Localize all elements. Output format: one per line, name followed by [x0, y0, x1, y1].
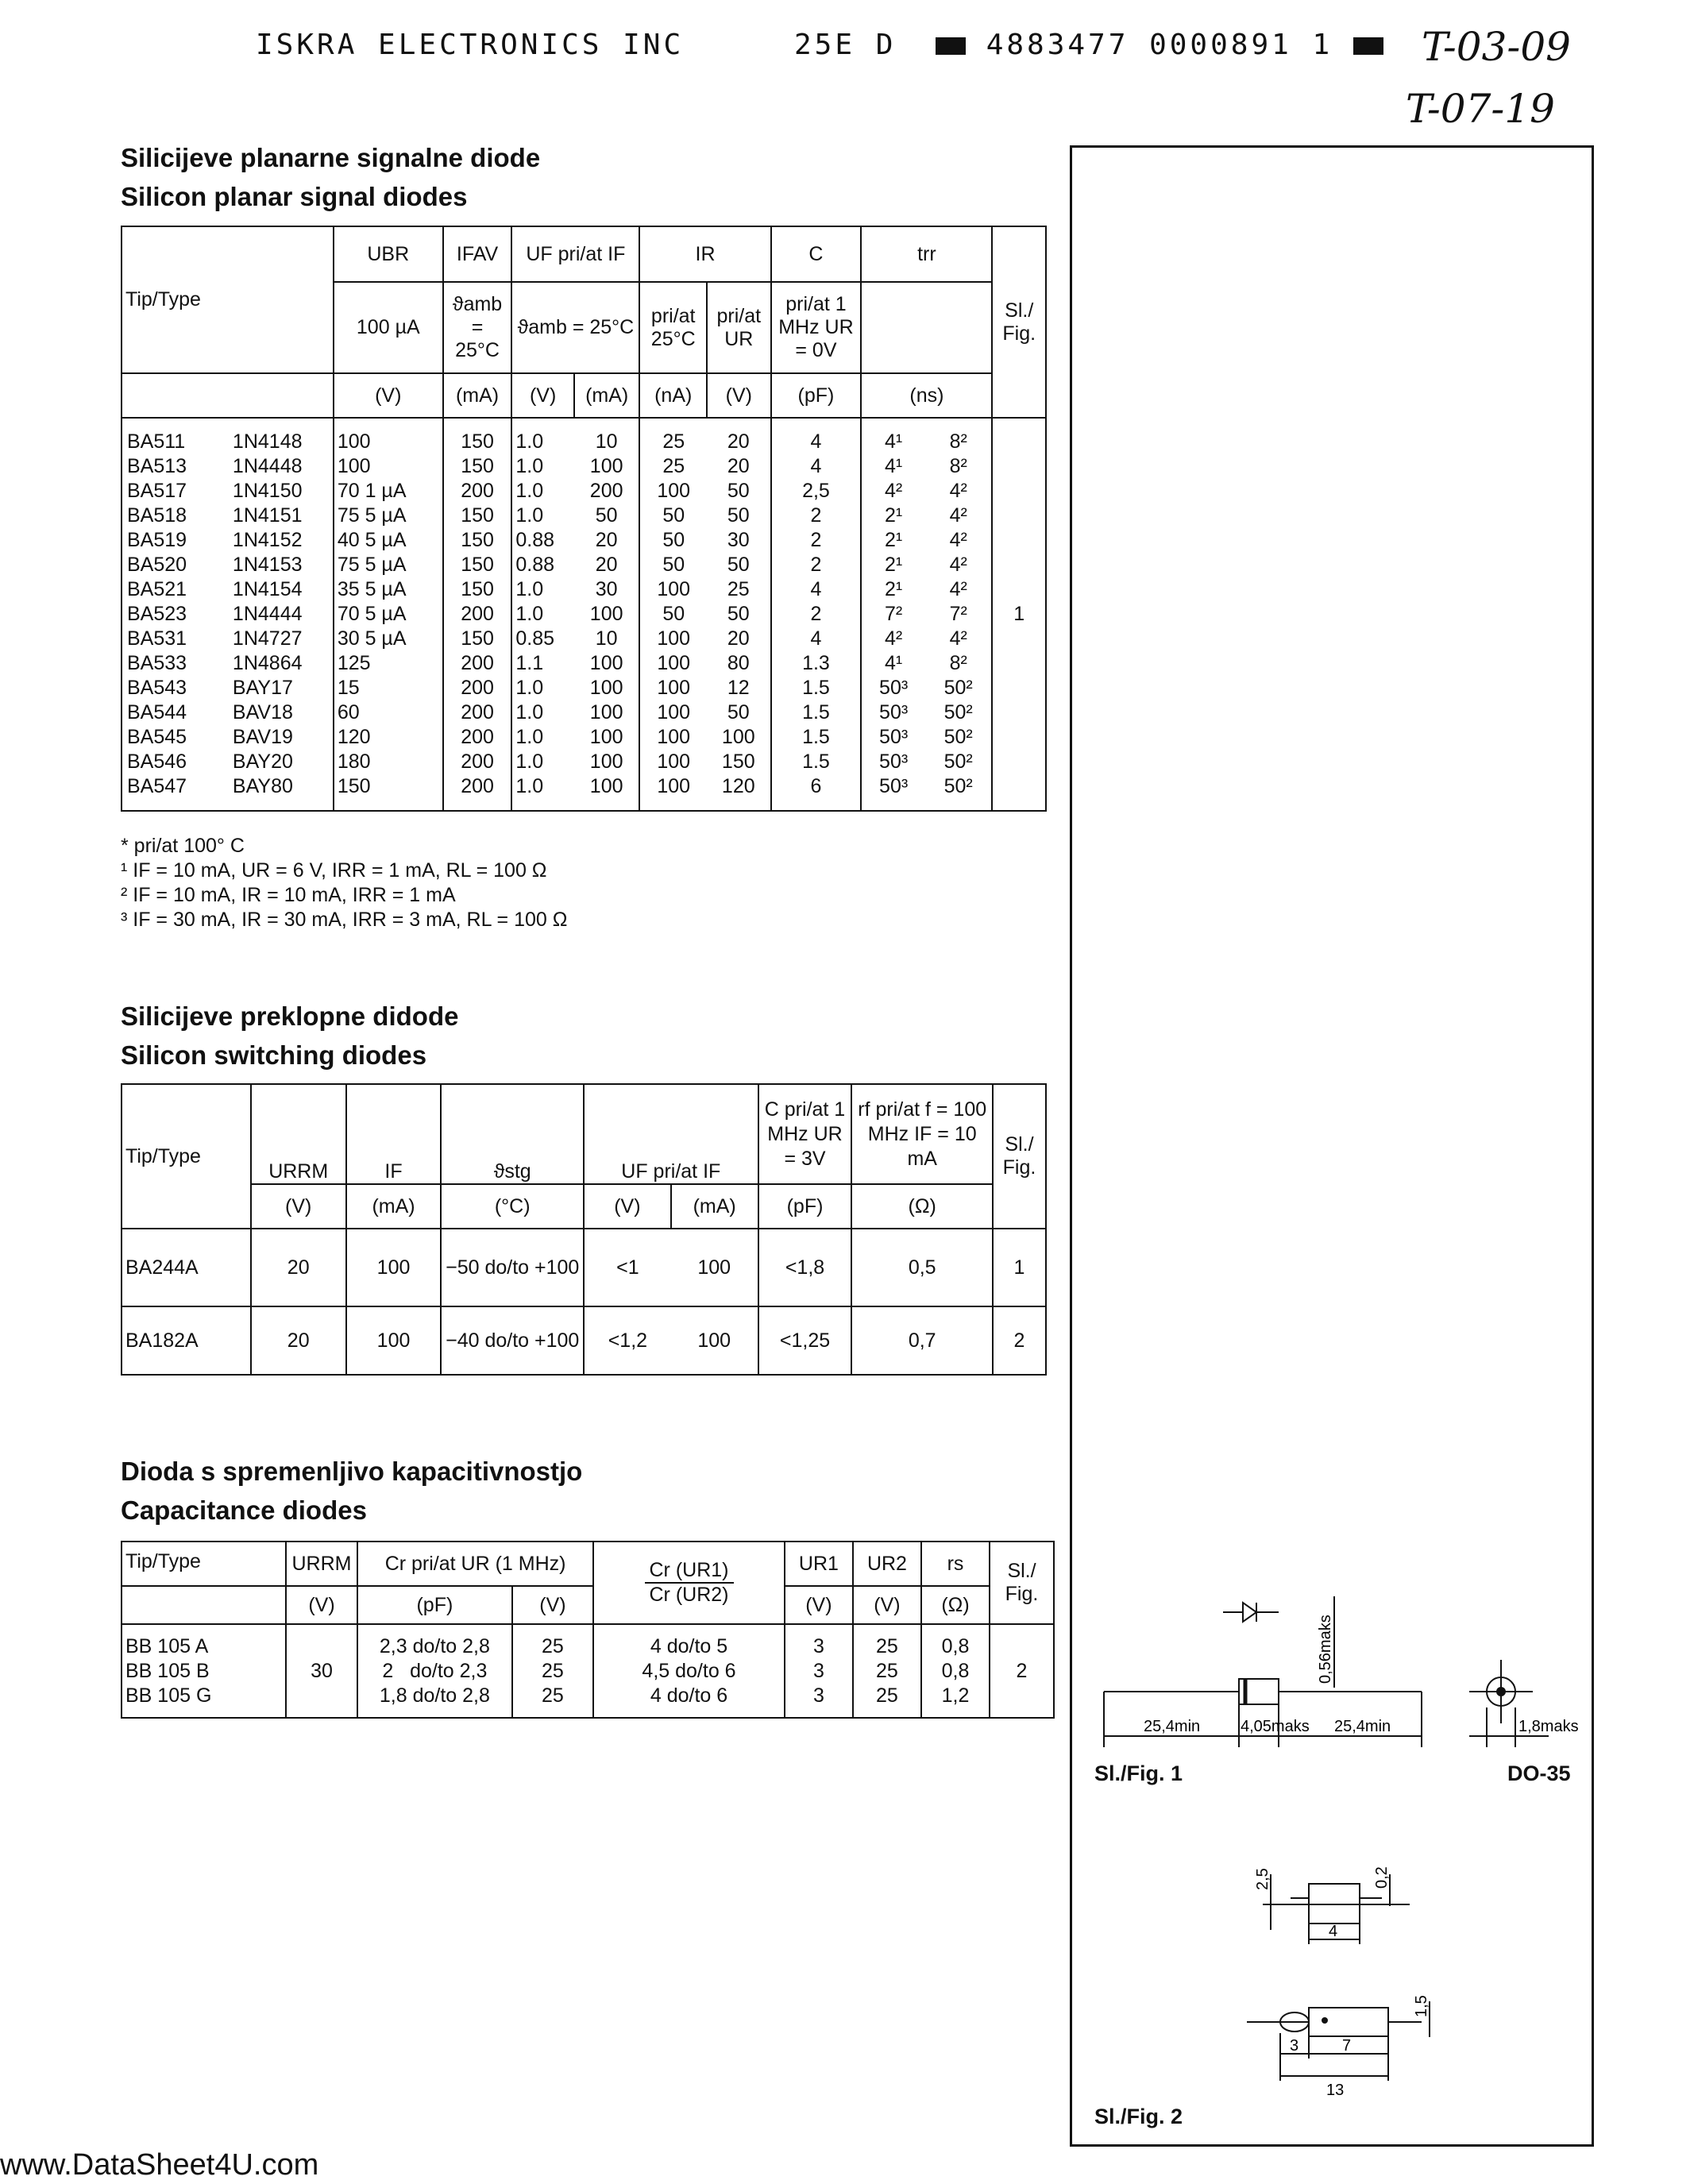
sw-col-uf: UF pri/at IF	[584, 1084, 758, 1184]
sw-col-rf: rf pri/at f = 100 MHz IF = 10 mA	[851, 1084, 993, 1184]
black-mark-icon	[1353, 37, 1383, 55]
footnote: ³ IF = 30 mA, IR = 30 mA, IRR = 3 mA, RL = 100 Ω	[121, 909, 568, 931]
sw-col-fig: Sl./ Fig.	[993, 1084, 1046, 1229]
title-sl: Silicijeve preklopne didode	[121, 1001, 459, 1031]
col-header-c: C	[771, 226, 862, 282]
cap-cells-cr-v: 25 25 25	[512, 1624, 593, 1718]
capacitance-diodes-table	[121, 1541, 1055, 1719]
cap-col-ur2: UR2	[853, 1542, 921, 1586]
sw-uf-ma: 100	[671, 1306, 758, 1375]
col-header-type: Tip/Type	[122, 226, 334, 373]
company-name: ISKRA ELECTRONICS INC	[256, 29, 685, 61]
sw-if: 100	[346, 1229, 442, 1306]
cells-type: BA511 BA513 BA517 BA518 BA519 BA520 BA521 BA523 BA531 BA533 BA543 BA544 BA545 BA546 BA547	[122, 418, 230, 811]
sw-unit-pf: (pF)	[758, 1184, 852, 1229]
sw-unit-c: (°C)	[441, 1184, 584, 1229]
unit-v: (V)	[334, 373, 443, 418]
sw-unit-ma: (mA)	[346, 1184, 442, 1229]
col-header-uf: UF pri/at IF	[511, 226, 639, 282]
cap-unit-v3: (V)	[785, 1586, 853, 1624]
title-sl: Silicijeve planarne signalne diode	[121, 143, 541, 172]
section-title-switching	[121, 997, 458, 1075]
cap-col-rs: rs	[921, 1542, 990, 1586]
cond-trr	[861, 282, 992, 373]
cond-ir-2: pri/at UR	[707, 282, 771, 373]
fig2-dim-13: 13	[1326, 2082, 1345, 2099]
cap-cells-fig: 2	[990, 1624, 1054, 1718]
signal-diodes-table	[121, 226, 1047, 812]
polarity-dot-icon	[1322, 2018, 1327, 2023]
cond-ir-1: pri/at 25°C	[639, 282, 707, 373]
cells-ir-v: 20 20 50 50 30 50 25 50 20 80 12 50 100 150 120	[707, 418, 771, 811]
cells-trr-1: 4¹ 4¹ 4² 2¹ 2¹ 2¹ 2¹ 7² 4² 4¹ 50³ 50³ 50³ 50³ 50³	[861, 418, 925, 811]
col-header-ubr: UBR	[334, 226, 443, 282]
sw-if: 100	[346, 1306, 442, 1375]
cells-uf-ma: 10 100 200 50 20 20 30 100 10 100 100 100 100 100 100	[574, 418, 640, 811]
sw-type: BA182A	[122, 1306, 251, 1375]
cells-ubr: 100 100 70 1 µA 75 5 µA 40 5 µA 75 5 µA 35 5 µA 70 5 µA 30 5 µA 125 15 60 120 180 150	[334, 418, 443, 811]
footnote: ² IF = 10 mA, IR = 10 mA, IRR = 1 mA	[121, 884, 456, 906]
sw-c: <1,25	[758, 1306, 852, 1375]
unit-pf: (pF)	[771, 373, 862, 418]
cap-unit-v: (V)	[286, 1586, 357, 1624]
dim-4-05maks: 4,05maks	[1241, 1718, 1310, 1735]
section-title-signal	[121, 138, 540, 216]
cap-unit-v4: (V)	[853, 1586, 921, 1624]
title-en: Capacitance diodes	[121, 1495, 367, 1525]
cap-col-type: Tip/Type	[122, 1542, 286, 1586]
fig2-outline-drawing	[1223, 1843, 1453, 2105]
section-title-capacitance	[121, 1452, 582, 1530]
cap-cells-type: BB 105 A BB 105 B BB 105 G	[122, 1624, 286, 1718]
sw-fig: 2	[993, 1306, 1046, 1375]
cap-col-cr: Cr pri/at UR (1 MHz)	[357, 1542, 593, 1586]
sw-tstg: −40 do/to +100	[441, 1306, 584, 1375]
fig1-label: Sl./Fig. 1	[1094, 1761, 1183, 1785]
fig2-dim-2-5: 2,5	[1254, 1868, 1271, 1890]
cells-trr-2: 8² 8² 4² 4² 4² 4² 4² 7² 4² 8² 50² 50² 50² 50² 50²	[925, 418, 993, 811]
sw-unit-v2: (V)	[584, 1184, 671, 1229]
dim-1-8maks: 1,8maks	[1518, 1718, 1579, 1735]
unit-na: (nA)	[639, 373, 707, 418]
col-header-ifav: IFAV	[443, 226, 512, 282]
cap-col-urrm: URRM	[286, 1542, 357, 1586]
footnote: * pri/at 100° C	[121, 835, 245, 857]
sw-fig: 1	[993, 1229, 1046, 1306]
sw-uf-ma: 100	[671, 1229, 758, 1306]
sw-uf-v: <1,2	[584, 1306, 671, 1375]
signal-footnotes	[121, 834, 567, 932]
cells-c: 4 4 2,5 2 2 2 4 2 4 1.3 1.5 1.5 1.5 1.5 6	[771, 418, 862, 811]
sw-unit-v: (V)	[251, 1184, 346, 1229]
cap-cells-urrm: 30	[286, 1624, 357, 1718]
table-row	[122, 1306, 1046, 1375]
black-mark-icon	[936, 37, 966, 55]
cap-cells-ur1: 3 3 3	[785, 1624, 853, 1718]
dim-25-4min-right: 25,4min	[1334, 1718, 1391, 1735]
cond-ifav: ϑamb = 25°C	[443, 282, 512, 373]
sw-c: <1,8	[758, 1229, 852, 1306]
unit-ns: (ns)	[861, 373, 992, 418]
fig1-outline-drawing	[1072, 1580, 1588, 1763]
dim-0-56maks: 0,56maks	[1317, 1615, 1334, 1684]
cap-cells-cr: 2,3 do/to 2,8 2 do/to 2,3 1,8 do/to 2,8	[357, 1624, 512, 1718]
sw-unit-ohm: (Ω)	[851, 1184, 993, 1229]
header-number	[936, 29, 1383, 61]
unit-ma: (mA)	[443, 373, 512, 418]
cap-cells-ur2: 25 25 25	[853, 1624, 921, 1718]
fig2-dim-1-5: 1,5	[1413, 1995, 1430, 2017]
sw-urrm: 20	[251, 1306, 346, 1375]
table-row	[122, 1229, 1046, 1306]
sw-col-type: Tip/Type	[122, 1084, 251, 1229]
cond-ubr: 100 µA	[334, 282, 443, 373]
sw-col-urrm: URRM	[251, 1084, 346, 1184]
cap-cells-ratio: 4 do/to 5 4,5 do/to 6 4 do/to 6	[593, 1624, 785, 1718]
unit-v3: (V)	[707, 373, 771, 418]
cap-unit-pf: (pF)	[357, 1586, 512, 1624]
sw-unit-ma2: (mA)	[671, 1184, 758, 1229]
ratio-bottom: Cr (UR2)	[649, 1584, 729, 1606]
sw-tstg: −50 do/to +100	[441, 1229, 584, 1306]
fig2-dim-0-2: 0,2	[1373, 1866, 1391, 1889]
cap-col-ur1: UR1	[785, 1542, 853, 1586]
cap-unit-v2: (V)	[512, 1586, 593, 1624]
col-header-trr: trr	[861, 226, 992, 282]
side-view-body	[1309, 2008, 1388, 2036]
switching-diodes-table	[121, 1083, 1047, 1376]
ratio-top: Cr (UR1)	[645, 1559, 734, 1584]
unit-type-blank	[122, 373, 334, 418]
cells-ifav: 150 150 200 150 150 150 150 200 150 200 200 200 200 200 200	[443, 418, 512, 811]
cond-c: pri/at 1 MHz UR = 0V	[771, 282, 862, 373]
sw-urrm: 20	[251, 1229, 346, 1306]
cond-uf: ϑamb = 25°C	[511, 282, 639, 373]
package-label: DO-35	[1507, 1761, 1571, 1785]
handwritten-code-2: T-07-19	[1406, 86, 1555, 132]
cap-col-ratio	[593, 1542, 785, 1624]
footnote: ¹ IF = 10 mA, UR = 6 V, IRR = 1 mA, RL = 100 Ω	[121, 859, 547, 882]
cells-fig: 1	[992, 418, 1046, 811]
header-number-text: 4883477 0000891 1	[986, 29, 1333, 61]
cap-cells-rs: 0,8 0,8 1,2	[921, 1624, 990, 1718]
col-header-fig: Sl./ Fig.	[992, 226, 1046, 418]
fig2-dim-4: 4	[1329, 1923, 1338, 1940]
sw-rf: 0,5	[851, 1229, 993, 1306]
sw-col-if: IF	[346, 1084, 442, 1184]
title-en: Silicon planar signal diodes	[121, 182, 468, 211]
handwritten-code-1: T-03-09	[1422, 24, 1571, 70]
fig2-dim-3: 3	[1290, 2037, 1299, 2055]
diode-symbol-icon	[1243, 1603, 1256, 1622]
footer-url[interactable]: www.DataSheet4U.com	[0, 2148, 319, 2182]
fig2-dim-7: 7	[1342, 2037, 1352, 2055]
cap-col-fig: Sl./ Fig.	[990, 1542, 1054, 1624]
unit-ma2: (mA)	[574, 373, 640, 418]
dim-25-4min-left: 25,4min	[1144, 1718, 1201, 1735]
cap-unit-ohm: (Ω)	[921, 1586, 990, 1624]
col-header-ir: IR	[639, 226, 770, 282]
header-code: 25E D	[794, 29, 897, 61]
cells-ir-na: 25 25 100 50 50 50 100 50 100 100 100 100 100 100 100	[639, 418, 707, 811]
cells-equivalent: 1N4148 1N4448 1N4150 1N4151 1N4152 1N4153 1N4154 1N4444 1N4727 1N4864 BAY17 BAV18 BAV19 BAY20 BAY80	[230, 418, 334, 811]
cells-uf-v: 1.0 1.0 1.0 1.0 0.88 0.88 1.0 1.0 0.85 1.1 1.0 1.0 1.0 1.0 1.0	[511, 418, 574, 811]
sw-col-c: C pri/at 1 MHz UR = 3V	[758, 1084, 852, 1184]
cap-unit-blank	[122, 1586, 286, 1624]
sw-uf-v: <1	[584, 1229, 671, 1306]
sw-type: BA244A	[122, 1229, 251, 1306]
title-sl: Dioda s spremenljivo kapacitivnostjo	[121, 1457, 583, 1486]
title-en: Silicon switching diodes	[121, 1040, 427, 1070]
unit-v2: (V)	[511, 373, 574, 418]
sw-rf: 0,7	[851, 1306, 993, 1375]
sw-col-tstg: ϑstg	[441, 1084, 584, 1184]
fig2-label: Sl./Fig. 2	[1094, 2105, 1183, 2128]
